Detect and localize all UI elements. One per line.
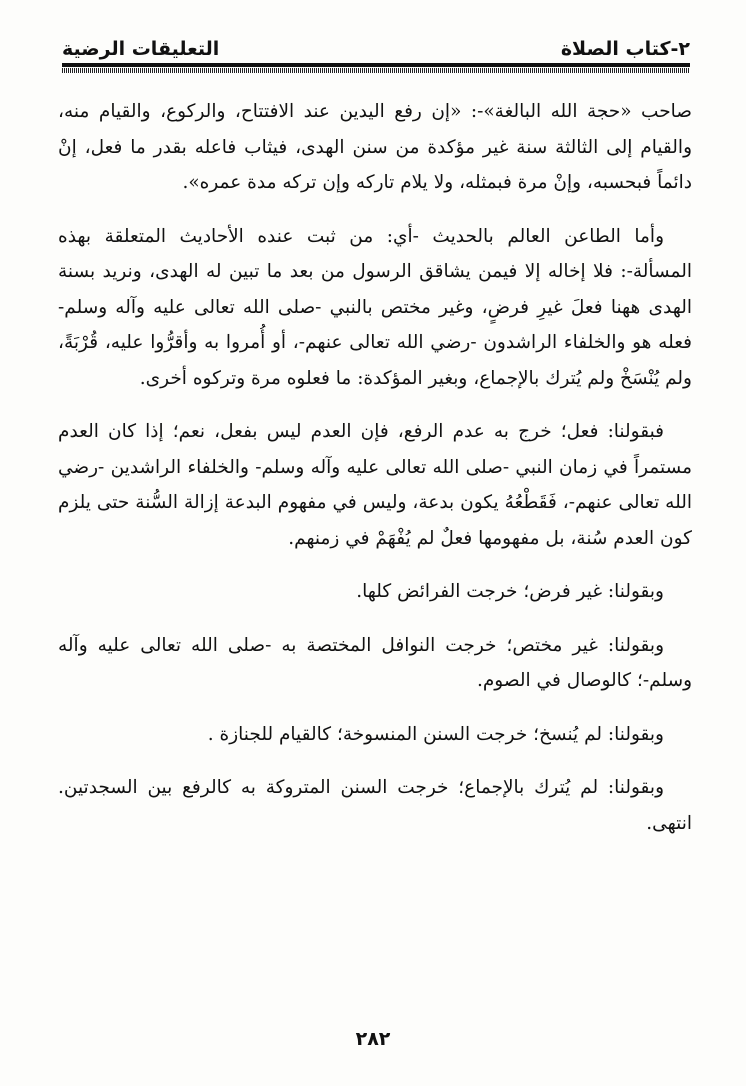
- paragraph: صاحب «حجة الله البالغة»-: «إن رفع اليدين عند الافتتاح، والركوع، والقيام منه، والقيام إلى الثالثة سنة غير مؤكدة من سنن الهدى، فيثاب فاعله بقدر ما فعل، إنْ دائماً فبحسبه، وإنْ مرة فبمثله، ولا يلام تاركه وإن تركه مدة عمره».: [58, 101, 692, 193]
- page-number: ٢٨٢: [355, 1028, 391, 1050]
- paragraph: وبقولنا: غير فرض؛ خرجت الفرائض كلها.: [356, 581, 664, 602]
- page-body: [58, 94, 692, 859]
- paragraph: فبقولنا: فعل؛ خرج به عدم الرفع، فإن العدم ليس بفعل، نعم؛ إذا كان العدم مستمراً في زمان النبي -صلى الله تعالى عليه وآله وسلم- والخلفاء الراشدين -رضي الله تعالى عنهم-، فَقَطْعُهُ يكون بدعة، وليس في مفهوم البدعة إزالة السُّنة حتى يلزم كون العدم سُنة، بل مفهومها فعلٌ لم يُفْهَمْ في زمنهم.: [58, 421, 692, 549]
- paragraph: وبقولنا: لم يُنسخ؛ خرجت السنن المنسوخة؛ كالقيام للجنازة .: [207, 723, 664, 745]
- header-hatched-rule: [62, 68, 690, 73]
- header-rule: [62, 63, 690, 67]
- paragraph: وأما الطاعن العالم بالحديث -أي: من ثبت عنده الأحاديث المتعلقة بهذه المسألة-: فلا إخاله إلا فيمن يشاقق الرسول من بعد ما تبين له الهدى، ونريد بسنة الهدى ههنا فعلَ غيرِ فرضٍ، وغير مختص بالنبي -صلى الله تعالى عليه وآله وسلم- فعله هو والخلفاء الراشدون -رضي الله تعالى عنهم-، أو أُمروا به وأقرُّوا عليه، قُرْبَةً، ولم يُنْسَخْ ولم يُترك بالإجماع، وبغير المؤكدة: ما فعلوه مرة وتركوه أخرى.: [58, 225, 692, 389]
- chapter-title: ٢-كتاب الصلاة: [560, 38, 690, 60]
- paragraph: وبقولنا: لم يُترك بالإجماع؛ خرجت السنن المتروكة به كالرفع بين السجدتين. انتهى.: [58, 777, 692, 834]
- paragraph: وبقولنا: غير مختص؛ خرجت النوافل المختصة به -صلى الله تعالى عليه وآله وسلم-؛ كالوصال في الصوم.: [58, 634, 692, 691]
- running-header: [62, 30, 690, 60]
- book-title: التعليقات الرضية: [62, 38, 220, 60]
